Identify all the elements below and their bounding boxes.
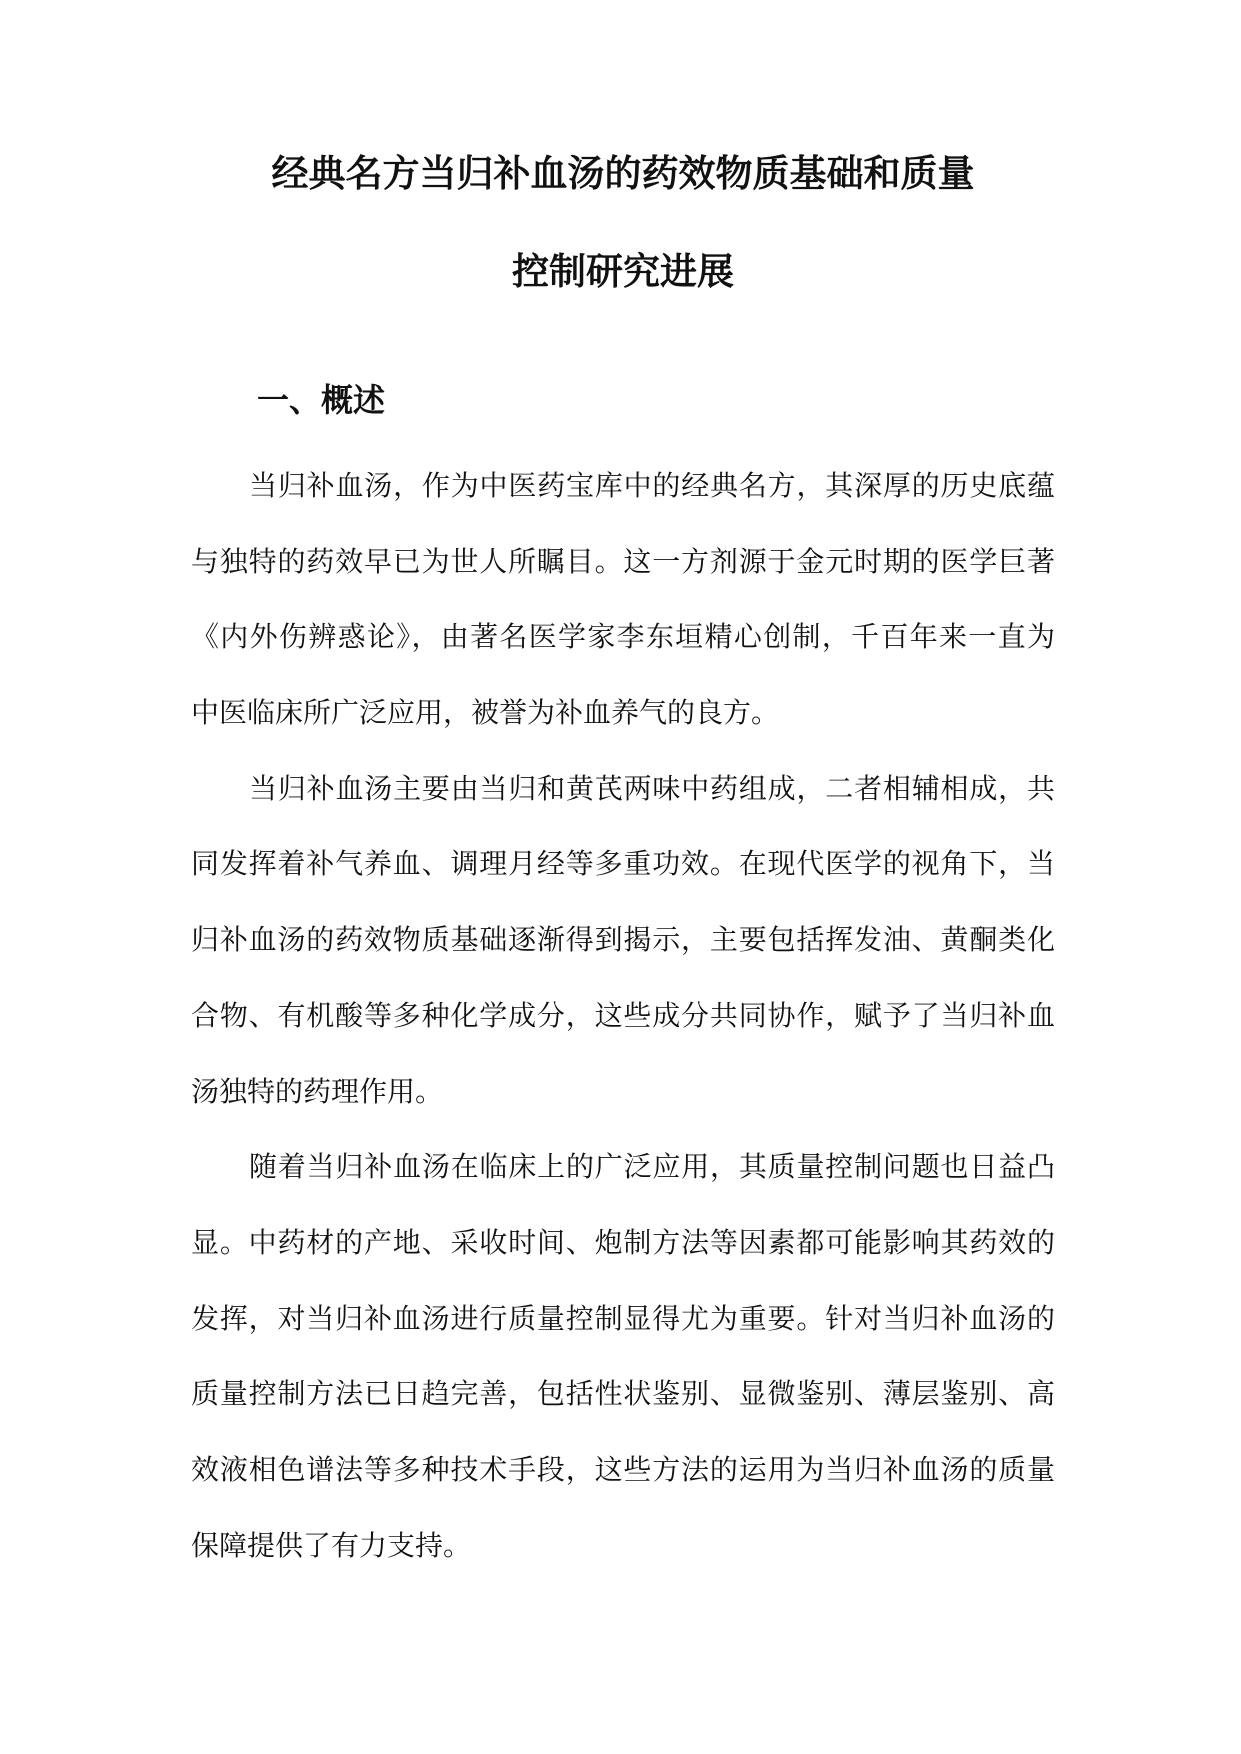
paragraph-line: 当归补血汤，作为中医药宝库中的经典名方，其深厚的历史底蕴	[249, 469, 1055, 502]
paragraph	[191, 751, 1055, 1129]
document-content	[191, 125, 1055, 1583]
paragraph-line: 《内外伤辨惑论》，由著名医学家李东垣精心创制，千百年来一直为	[191, 620, 1055, 654]
paragraph-line: 保障提供了有力支持。	[191, 1528, 472, 1562]
paragraph-line: 与独特的药效早已为世人所瞩目。这一方剂源于金元时期的医学巨著	[191, 544, 1055, 578]
paragraph-line: 中医临床所广泛应用，被誉为补血养气的良方。	[191, 696, 780, 730]
title-line: 经典名方当归补血汤的药效物质基础和质量	[271, 152, 975, 195]
paragraph-line: 当归补血汤主要由当归和黄芪两味中药组成，二者相辅相成，共	[249, 771, 1055, 805]
paragraph-line: 合物、有机酸等多种化学成分，这些成分共同协作，赋予了当归补血	[191, 998, 1055, 1032]
paragraph-line: 汤独特的药理作用。	[191, 1074, 444, 1108]
document-title	[191, 125, 1055, 321]
paragraph-line: 归补血汤的药效物质基础逐渐得到揭示，主要包括挥发油、黄酮类化	[191, 923, 1055, 957]
paragraph-line: 显。中药材的产地、采收时间、炮制方法等因素都可能影响其药效的	[191, 1225, 1055, 1259]
section-heading: 一、概述	[257, 381, 386, 419]
paragraph-line: 发挥，对当归补血汤进行质量控制显得尤为重要。针对当归补血汤的	[191, 1301, 1055, 1335]
paragraph-line: 随着当归补血汤在临床上的广泛应用，其质量控制问题也日益凸	[249, 1150, 1055, 1184]
paragraph	[191, 448, 1055, 751]
body-text	[191, 448, 1055, 1583]
paragraph-line: 质量控制方法已日趋完善，包括性状鉴别、显微鉴别、薄层鉴别、高	[191, 1377, 1055, 1411]
paragraph-line: 效液相色谱法等多种技术手段，这些方法的运用为当归补血汤的质量	[191, 1452, 1055, 1486]
paragraph-line: 同发挥着补气养血、调理月经等多重功效。在现代医学的视角下，当	[191, 847, 1055, 881]
title-line: 控制研究进展	[512, 250, 734, 293]
paragraph	[191, 1129, 1055, 1583]
